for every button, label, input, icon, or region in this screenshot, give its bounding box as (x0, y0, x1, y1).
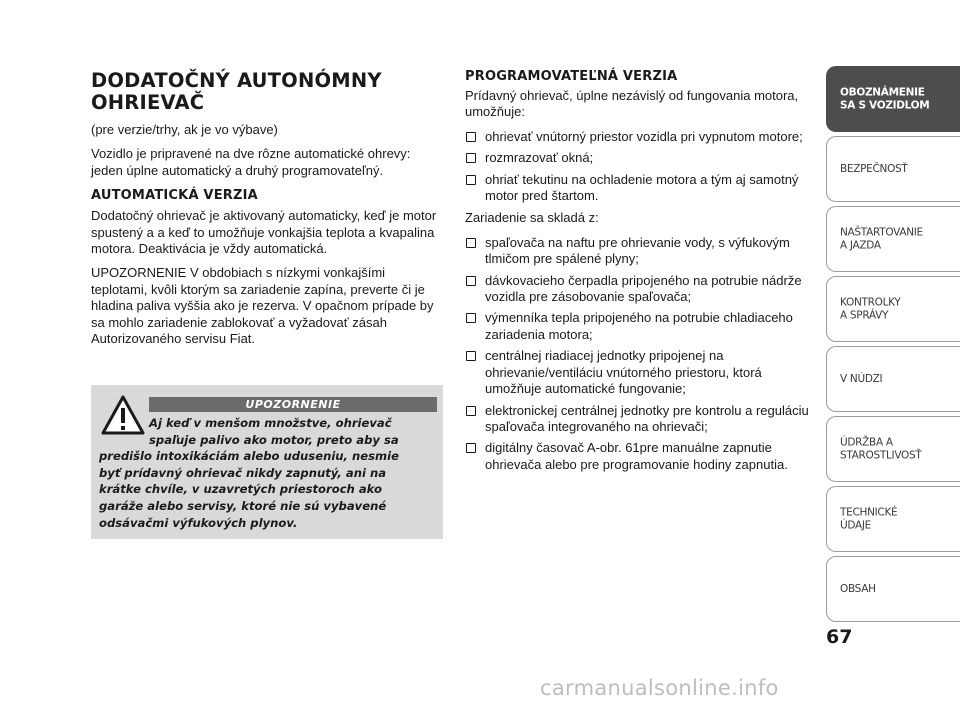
list-item: výmenníka tepla pripojeného na potrubie chladiaceho zariadenia motora; (465, 310, 815, 343)
tab-emergency[interactable]: V NÚDZI (826, 346, 960, 412)
checkbox-bullet-icon (466, 313, 476, 323)
page-number: 67 (826, 626, 853, 648)
components-list (465, 235, 815, 473)
checkbox-bullet-icon (466, 276, 476, 286)
list-item: ohrievať vnútorný priestor vozidla pri vypnutom motore; (465, 129, 815, 145)
list-item: spaľovača na naftu pre ohrievanie vody, s výfukovým tlmičom pre spálené plyny; (465, 235, 815, 268)
list-item: ohriať tekutinu na ochladenie motora a tým aj samotný motor pred štartom. (465, 172, 815, 205)
list-item: dávkovacieho čerpadla pripojeného na potrubie nádrže vozidla pre zásobovanie spaľovača; (465, 273, 815, 306)
checkbox-bullet-icon (466, 132, 476, 142)
intro-paragraph: Vozidlo je pripravené na dve rôzne automatické ohrevy: jeden úplne automatický a druhý programovateľný. (91, 146, 411, 178)
capabilities-list (465, 129, 815, 205)
checkbox-bullet-icon (466, 351, 476, 361)
tab-contents[interactable]: OBSAH (826, 556, 960, 622)
list-item: centrálnej riadiacej jednotky pripojenej na ohrievanie/ventiláciu vnútorného priestoru, ktorá umožňuje automatické fungovanie; (465, 348, 815, 397)
list-item: elektronickej centrálnej jednotky pre kontrolu a reguláciu spaľovača integrovaného na ohrievači; (465, 403, 815, 436)
tab-starting-and-driving[interactable]: NAŠTARTOVANIE A JAZDA (826, 206, 960, 272)
notice-paragraph: UPOZORNENIE V obdobiach s nízkymi vonkajšími teplotami, kvôli ktorým sa zariadenie zapína, preverte či je hladina paliva vyššia ako je rezerva. V opačnom prípade by sa mohlo zariadenie zablokovať a vyžadovať zásah Autorizovaného servisu Fiat. (91, 265, 434, 347)
right-column (465, 68, 815, 479)
warning-box (91, 385, 443, 539)
tab-safety[interactable]: BEZPEČNOSŤ (826, 136, 960, 202)
tab-technical-data[interactable]: TECHNICKÉ ÚDAJE (826, 486, 960, 552)
checkbox-bullet-icon (466, 175, 476, 185)
list-item: rozmrazovať okná; (465, 150, 815, 166)
auto-version-heading: AUTOMATICKÁ VERZIA (91, 188, 258, 204)
availability-note: (pre verzie/trhy, ak je vo výbave) (91, 122, 278, 137)
checkbox-bullet-icon (466, 443, 476, 453)
tab-warning-lights-and-messages[interactable]: KONTROLKY A SPRÁVY (826, 276, 960, 342)
warning-header: UPOZORNENIE (149, 397, 437, 412)
warning-text: Aj keď v menšom množstve, ohrievač spaľuje palivo ako motor, preto aby sa predišlo intoxikáciám alebo uduseniu, nesmie byť prídavný ohrievač nikdy zapnutý, ani na krátke chvíle, v uzavretých priestoroch ako garáže alebo servisy, ktoré nie sú vybavené odsávačmi výfukových plynov. (99, 416, 399, 530)
list-item: digitálny časovač A-obr. 61pre manuálne zapnutie ohrievača alebo pre programovanie hodiny zapnutia. (465, 440, 815, 473)
watermark: carmanualsonline.info (540, 676, 779, 700)
checkbox-bullet-icon (466, 153, 476, 163)
left-column (91, 70, 443, 355)
tab-getting-to-know-vehicle[interactable]: OBOZNÁMENIE SA S VOZIDLOM (826, 66, 960, 132)
programmable-version-heading: PROGRAMOVATEĽNÁ VERZIA (465, 69, 678, 84)
checkbox-bullet-icon (466, 238, 476, 248)
checkbox-bullet-icon (466, 406, 476, 416)
programmable-intro: Prídavný ohrievač, úplne nezávislý od fungovania motora, umožňuje: (465, 88, 799, 120)
page-title: DODATOČNÝ AUTONÓMNY OHRIEVAČ (91, 69, 382, 114)
warning-text-container (91, 415, 419, 531)
auto-version-paragraph: Dodatočný ohrievač je aktivovaný automaticky, keď je motor spustený a a keď to umožňuje vonkajšia teplota a kvapalina motora. Deaktivácia je vždy automatická. (91, 208, 437, 257)
tab-maintenance-and-care[interactable]: ÚDRŽBA A STAROSTLIVOSŤ (826, 416, 960, 482)
components-intro: Zariadenie sa skladá z: (465, 210, 599, 226)
